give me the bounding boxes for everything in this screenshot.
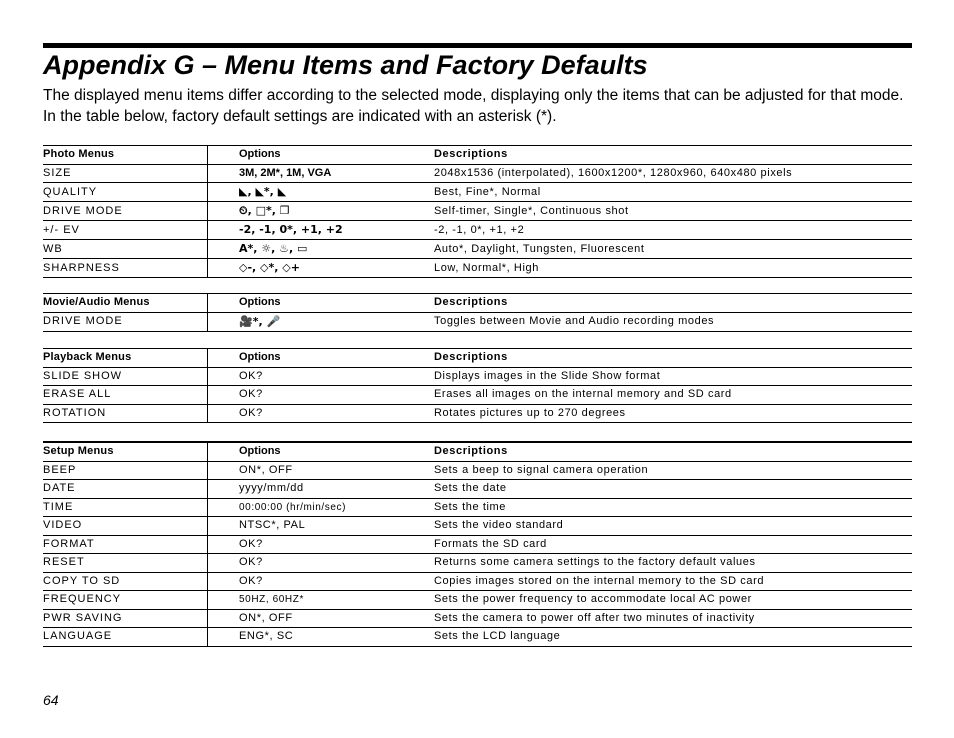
option-values: OK? [208,572,435,591]
option-values [208,259,435,278]
column-header-menu: Photo Menus [43,146,208,165]
table-row [43,404,912,423]
table-row [43,572,912,591]
quality-icons: ◣, ◣*, ◣ [239,185,287,198]
item-description: Rotates pictures up to 270 degrees [434,404,912,423]
menu-item: RESET [43,554,208,573]
option-values: ON*, OFF [208,461,435,480]
item-description: Sets the time [434,498,912,517]
option-values: OK? [208,535,435,554]
menu-item: DRIVE MODE [43,202,208,221]
menu-item: SHARPNESS [43,259,208,278]
item-description: Sets the camera to power off after two minutes of inactivity [434,609,912,628]
table-row [43,480,912,499]
table-row [43,312,912,331]
menu-item: SIZE [43,164,208,183]
option-values: OK? [208,367,435,386]
column-header-options: Options [208,146,435,165]
item-description: Copies images stored on the internal memory to the SD card [434,572,912,591]
column-header-options: Options [208,294,435,313]
table-row [43,221,912,240]
table-row [43,591,912,610]
menu-item: ROTATION [43,404,208,423]
table-row [43,259,912,278]
table-row [43,240,912,259]
table-row [43,164,912,183]
column-header-options: Options [208,442,435,461]
option-values [208,221,435,240]
table-row [43,517,912,536]
menu-item: +/- EV [43,221,208,240]
photo-menus-table [43,145,912,278]
option-values: 50HZ, 60HZ* [208,591,435,610]
column-header-menu: Movie/Audio Menus [43,294,208,313]
menu-item: PWR SAVING [43,609,208,628]
option-values: OK? [208,554,435,573]
table-row [43,202,912,221]
column-header-menu: Setup Menus [43,442,208,461]
drive-mode-icons: ⏲, □*, ❐ [239,204,290,217]
item-description: Auto*, Daylight, Tungsten, Fluorescent [434,240,912,259]
column-header-descriptions: Descriptions [434,294,912,313]
option-values: ENG*, SC [208,628,435,647]
sharpness-icons: ◇-, ◇*, ◇+ [239,261,300,274]
movie-audio-icons: 🎥*, 🎤 [239,314,281,328]
option-values: OK? [208,386,435,405]
table-row [43,183,912,202]
table-row [43,535,912,554]
white-balance-icons: A*, ☼, ♨, ▭ [239,242,308,255]
menu-item: DRIVE MODE [43,312,208,331]
table-row [43,498,912,517]
option-values [208,202,435,221]
intro-paragraph: The displayed menu items differ according to the selected mode, displaying only the items that can be adjusted for that mode. In the table below, factory default settings are indicated with an asterisk (*). [43,87,904,125]
movie-audio-menus-table [43,293,912,332]
menu-item: LANGUAGE [43,628,208,647]
item-description: Sets the video standard [434,517,912,536]
option-values: 3M, 2M*, 1M, VGA [208,164,435,183]
item-description: -2, -1, 0*, +1, +2 [434,221,912,240]
column-header-descriptions: Descriptions [434,146,912,165]
menu-item: SLIDE SHOW [43,367,208,386]
table-row [43,554,912,573]
column-header-descriptions: Descriptions [434,349,912,368]
item-description: Sets the date [434,480,912,499]
item-description: Sets a beep to signal camera operation [434,461,912,480]
item-description: Self-timer, Single*, Continuous shot [434,202,912,221]
option-values [208,183,435,202]
option-values [208,240,435,259]
item-description: Erases all images on the internal memory and SD card [434,386,912,405]
option-values: OK? [208,404,435,423]
playback-menus-table [43,348,912,423]
page-title: Appendix G – Menu Items and Factory Defaults [43,50,648,80]
table-row [43,628,912,647]
page-number: 64 [43,692,59,708]
item-description: 2048x1536 (interpolated), 1600x1200*, 1280x960, 640x480 pixels [434,164,912,183]
table-row [43,386,912,405]
ev-icons: -2, -1, 0*, +1, +2 [239,223,343,236]
item-description: Sets the power frequency to accommodate local AC power [434,591,912,610]
menu-item: COPY TO SD [43,572,208,591]
setup-menus-table [43,441,912,647]
menu-item: QUALITY [43,183,208,202]
option-values: 00:00:00 (hr/min/sec) [208,498,435,517]
table-header-row [43,442,912,461]
menu-item: FORMAT [43,535,208,554]
menu-item: FREQUENCY [43,591,208,610]
table-row [43,461,912,480]
option-values: ON*, OFF [208,609,435,628]
menu-item: BEEP [43,461,208,480]
option-values: NTSC*, PAL [208,517,435,536]
option-values: yyyy/mm/dd [208,480,435,499]
menu-item: TIME [43,498,208,517]
table-header-row [43,349,912,368]
table-header-row [43,146,912,165]
item-description: Toggles between Movie and Audio recording modes [434,312,912,331]
item-description: Returns some camera settings to the factory default values [434,554,912,573]
table-header-row [43,294,912,313]
table-row [43,367,912,386]
menu-item: DATE [43,480,208,499]
option-values [208,312,435,331]
menu-item: ERASE ALL [43,386,208,405]
menu-item: WB [43,240,208,259]
table-row [43,609,912,628]
item-description: Low, Normal*, High [434,259,912,278]
column-header-descriptions: Descriptions [434,442,912,461]
column-header-menu: Playback Menus [43,349,208,368]
item-description: Best, Fine*, Normal [434,183,912,202]
column-header-options: Options [208,349,435,368]
item-description: Formats the SD card [434,535,912,554]
item-description: Displays images in the Slide Show format [434,367,912,386]
item-description: Sets the LCD language [434,628,912,647]
menu-item: VIDEO [43,517,208,536]
